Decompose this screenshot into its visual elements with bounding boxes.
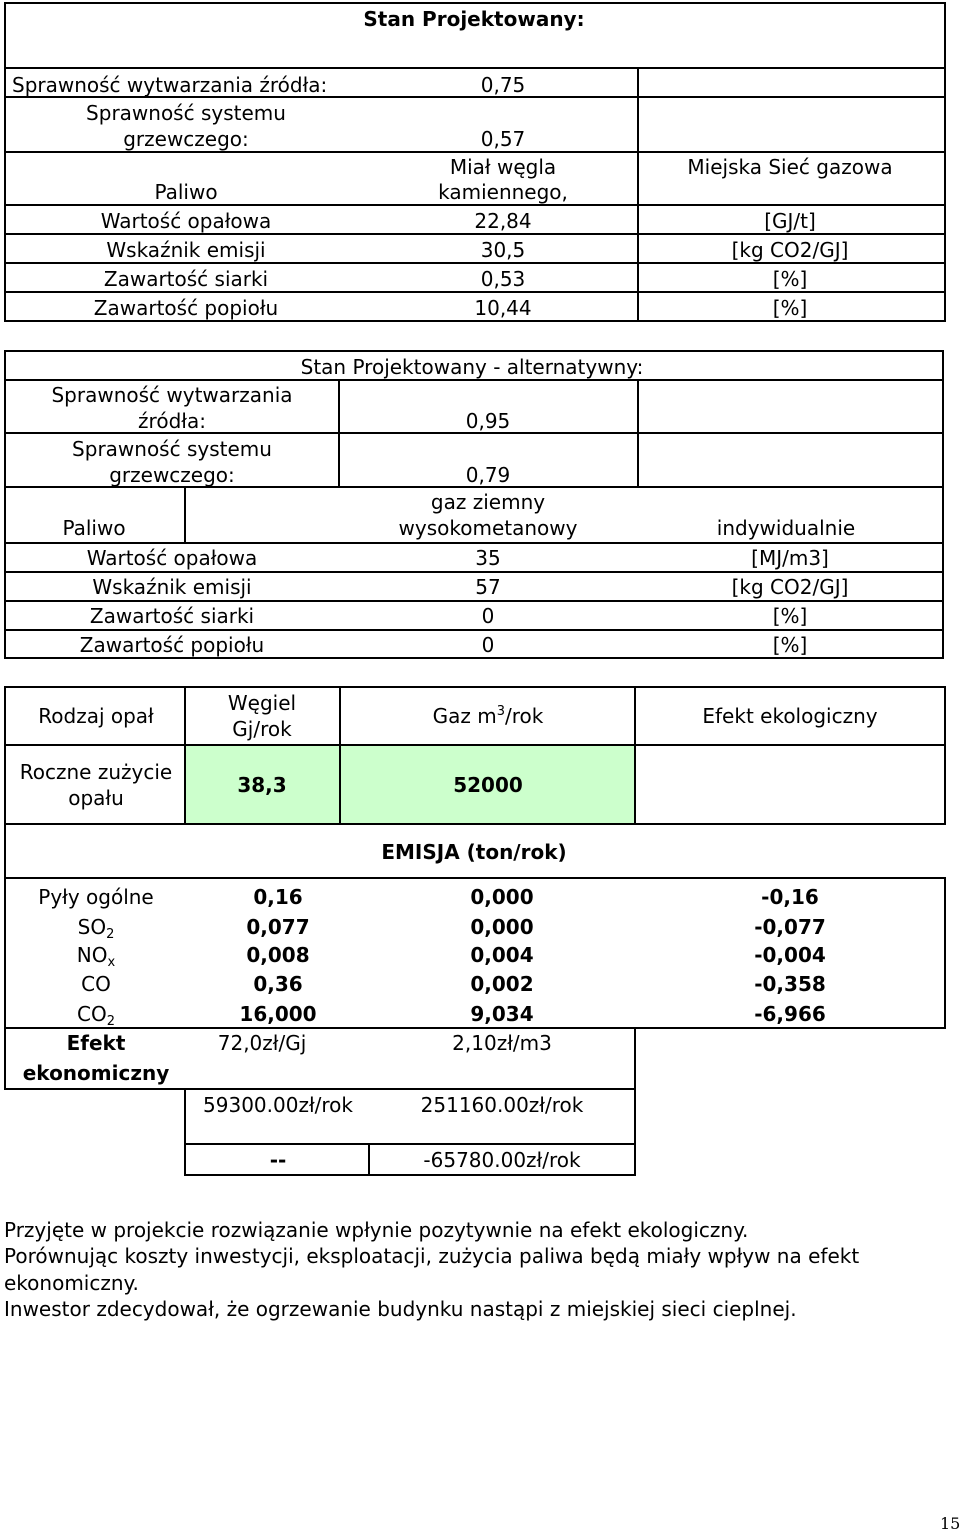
emission-gaz: 0,000 <box>470 915 534 939</box>
header-efekt-ekologiczny: Efekt ekologiczny <box>702 704 878 728</box>
row-label: grzewczego: <box>123 127 249 151</box>
ekon-label: ekonomiczny <box>22 1061 170 1085</box>
row-label: Paliwo <box>154 180 218 204</box>
koszt-wegiel: 59300.00zł/rok <box>203 1093 353 1117</box>
row-unit: [GJ/t] <box>764 209 816 233</box>
ekon-label: Efekt <box>66 1031 126 1055</box>
row-label: Wartość opałowa <box>100 209 272 233</box>
emission-name: $CO_2$ <box>77 1002 115 1029</box>
row-value: Miał węgla <box>449 155 557 179</box>
emission-gaz: 0,000 <box>470 885 534 909</box>
row-label: grzewczego: <box>109 463 235 487</box>
row-label: Zawartość popiołu <box>79 633 265 657</box>
row-value: wysokometanowy <box>398 516 578 540</box>
row-unit: [%] <box>772 296 808 320</box>
zuzycie-wegiel: 38,3 <box>237 773 287 797</box>
row-label: Zawartość siarki <box>103 267 269 291</box>
roznica-gaz: -65780.00zł/rok <box>423 1148 581 1172</box>
row-label: Sprawność wytwarzania źródła: <box>12 73 328 97</box>
header-gaz: Gaz $m^3$/rok <box>432 704 544 728</box>
row-value: 30,5 <box>480 238 526 262</box>
row-value: 0,79 <box>465 463 511 487</box>
zuzycie-gaz: 52000 <box>453 773 523 797</box>
header-rodzaj: Rodzaj opał <box>38 704 154 728</box>
row-value: 0,75 <box>480 73 526 97</box>
emission-efekt: -0,16 <box>761 885 819 909</box>
row-label: Wskaźnik emisji <box>92 575 252 599</box>
emission-wegiel: 0,36 <box>253 972 303 996</box>
row-unit: Miejska Sieć gazowa <box>687 155 893 179</box>
cena-gaz: 2,10zł/m3 <box>452 1031 552 1055</box>
row-unit: [MJ/m3] <box>751 546 829 570</box>
koszt-gaz: 251160.00zł/rok <box>420 1093 584 1117</box>
row-value: 0,95 <box>465 409 511 433</box>
emission-gaz: 0,004 <box>470 943 534 967</box>
row-label: Zawartość popiołu <box>93 296 279 320</box>
emission-name: Pyły ogólne <box>38 885 154 909</box>
emission-gaz: 0,002 <box>470 972 534 996</box>
emisja-title: EMISJA (ton/rok) <box>381 840 567 864</box>
row-unit: [%] <box>772 604 808 628</box>
emission-name: CO <box>81 972 111 996</box>
emission-wegiel: 16,000 <box>239 1002 317 1026</box>
row-unit: indywidualnie <box>716 516 856 540</box>
row-value: kamiennego, <box>438 180 568 204</box>
row-label: Sprawność systemu <box>86 101 286 125</box>
row-unit: [kg CO2/GJ] <box>731 238 849 262</box>
emission-name: $SO_2$ <box>77 915 115 942</box>
cena-wegiel: 72,0zł/Gj <box>217 1031 307 1055</box>
row-value: 57 <box>475 575 501 599</box>
row-label: źródła: <box>138 409 206 433</box>
header-wegiel-unit: Gj/rok <box>232 717 292 741</box>
row-label: opału <box>68 786 124 810</box>
emission-efekt: -0,004 <box>754 943 826 967</box>
row-label: Wartość opałowa <box>86 546 258 570</box>
row-label: Sprawność systemu <box>72 437 272 461</box>
row-value: gaz ziemny <box>430 490 546 514</box>
row-value: 0 <box>481 633 495 657</box>
row-value: 0,53 <box>480 267 526 291</box>
emission-wegiel: 0,077 <box>246 915 310 939</box>
row-label: Zawartość siarki <box>89 604 255 628</box>
page-number: 15 <box>940 1514 960 1533</box>
header-wegiel: Węgiel <box>227 691 297 715</box>
row-value: 0 <box>481 604 495 628</box>
emission-gaz: 9,034 <box>470 1002 534 1026</box>
roznica-wegiel: -- <box>269 1148 287 1172</box>
paragraph: Przyjęte w projekcie rozwiązanie wpłynie pozytywnie na efekt ekologiczny. <box>4 1218 749 1242</box>
emission-efekt: -0,077 <box>754 915 826 939</box>
row-label: Wskaźnik emisji <box>106 238 266 262</box>
emission-name: $NO_x$ <box>76 943 116 970</box>
emission-efekt: -0,358 <box>754 972 826 996</box>
table-title: Stan Projektowany: <box>363 7 585 31</box>
row-unit: [%] <box>772 633 808 657</box>
row-label: Paliwo <box>62 516 126 540</box>
paragraph: Inwestor zdecydował, że ogrzewanie budynku nastąpi z miejskiej sieci cieplnej. <box>4 1297 797 1321</box>
row-value: 35 <box>475 546 501 570</box>
table-title: Stan Projektowany - alternatywny: <box>300 355 644 379</box>
emission-efekt: -6,966 <box>754 1002 826 1026</box>
row-value: 22,84 <box>474 209 532 233</box>
emission-wegiel: 0,16 <box>253 885 303 909</box>
paragraph: ekonomiczny. <box>4 1271 139 1295</box>
row-label: Roczne zużycie <box>19 760 173 784</box>
paragraph: Porównując koszty inwestycji, eksploatacji, zużycia paliwa będą miały wpływ na efekt <box>4 1244 860 1268</box>
row-unit: [%] <box>772 267 808 291</box>
row-label: Sprawność wytwarzania <box>51 383 293 407</box>
emission-wegiel: 0,008 <box>246 943 310 967</box>
row-unit: [kg CO2/GJ] <box>731 575 849 599</box>
row-value: 0,57 <box>480 127 526 151</box>
row-value: 10,44 <box>474 296 532 320</box>
